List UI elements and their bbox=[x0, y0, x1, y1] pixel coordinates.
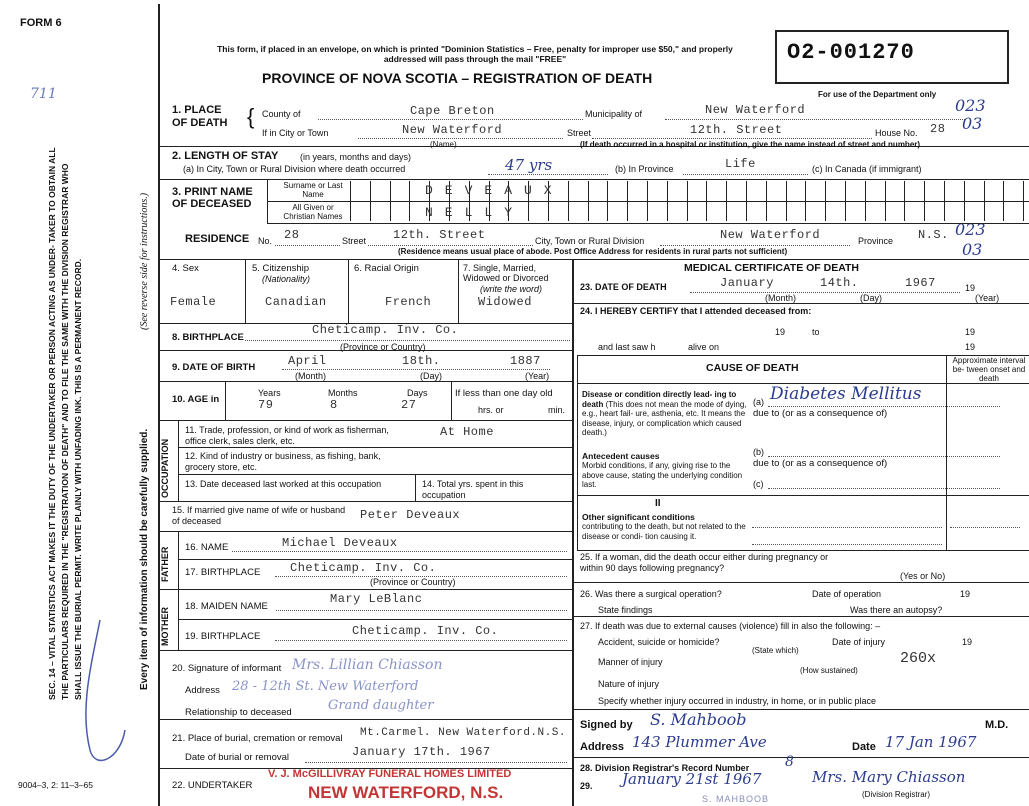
stay-c-label: (c) In Canada (if immigrant) bbox=[812, 164, 922, 174]
father-name-value[interactable]: Michael Deveaux bbox=[282, 536, 398, 550]
name-grid-line bbox=[350, 181, 351, 221]
specify-label: Specify whether injury occurred in industry, in home, or in public place bbox=[598, 696, 876, 706]
name-grid-line bbox=[944, 181, 945, 221]
name-grid-line bbox=[964, 181, 965, 221]
hospital-note: (If death occurred in a hospital or institution, give the name instead of street and number) bbox=[580, 140, 921, 149]
maiden-name-label: 18. MAIDEN NAME bbox=[185, 601, 268, 612]
operation-date-label: Date of operation bbox=[812, 589, 882, 599]
doctor-date[interactable]: 17 Jan 1967 bbox=[885, 733, 977, 751]
maiden-name-value[interactable]: Mary LeBlanc bbox=[330, 592, 423, 606]
interval-label: Approximate interval be- tween onset and death bbox=[952, 356, 1026, 383]
death-year[interactable]: 1967 bbox=[905, 276, 936, 290]
residence-label: RESIDENCE bbox=[185, 233, 250, 245]
given-label: All Given or Christian Names bbox=[283, 203, 343, 221]
city-value[interactable]: New Waterford bbox=[402, 123, 503, 137]
dept-code-2: 03 bbox=[962, 114, 983, 133]
side-mark: 711 bbox=[30, 86, 57, 102]
name-grid-line bbox=[647, 181, 648, 221]
antecedent-note: Morbid conditions, if any, giving rise to the above cause, stating the underlying condition last. bbox=[582, 461, 743, 489]
side-every-item: Every item of information should be carefully supplied. bbox=[139, 428, 150, 690]
stay-a-label: (a) In City, Town or Rural Division where death occurred bbox=[183, 164, 406, 174]
res-prov-value[interactable]: N.S. bbox=[918, 228, 949, 242]
other-conditions-label: Other significant conditions bbox=[582, 512, 695, 522]
certify-to: to bbox=[812, 327, 820, 337]
last-saw-label: and last saw h bbox=[598, 342, 656, 352]
name-grid-line bbox=[627, 181, 628, 221]
occupation-vertical-label: OCCUPATION bbox=[160, 438, 170, 498]
how-sustained-label: (How sustained) bbox=[800, 666, 858, 675]
res-city-value[interactable]: New Waterford bbox=[720, 228, 821, 242]
name-grid-line bbox=[1023, 181, 1024, 221]
length-of-stay-label: 2. LENGTH OF STAY bbox=[172, 150, 279, 162]
trade-label: 11. Trade, profession, or kind of work as fisherman, office clerk, sales clerk, etc. bbox=[185, 425, 389, 446]
marital-sub: (write the word) bbox=[480, 284, 543, 294]
house-label: House No. bbox=[875, 128, 918, 138]
registrar-signature[interactable]: Mrs. Mary Chiasson bbox=[812, 768, 966, 786]
city-label: If in City or Town bbox=[262, 128, 329, 138]
state-which-label: (State which) bbox=[752, 646, 799, 655]
name-grid-line bbox=[786, 181, 787, 221]
certify-19b: 19 bbox=[965, 327, 976, 337]
informant-address[interactable]: 28 - 12th St. New Waterford bbox=[232, 679, 419, 694]
autopsy-label: Was there an autopsy? bbox=[850, 605, 943, 615]
municipality-label: Municipality of bbox=[585, 109, 643, 119]
last-worked-label: 13. Date deceased last worked at this occupation bbox=[185, 479, 382, 489]
name-grid-line bbox=[390, 181, 391, 221]
burial-date-label: Date of burial or removal bbox=[185, 752, 290, 763]
death-19: 19 bbox=[965, 283, 976, 293]
name-grid-line bbox=[865, 181, 866, 221]
pen-scribble bbox=[60, 610, 140, 780]
county-value[interactable]: Cape Breton bbox=[410, 104, 495, 118]
dob-label: 9. DATE OF BIRTH bbox=[172, 362, 256, 373]
form-number: FORM 6 bbox=[20, 17, 62, 29]
informant-signature[interactable]: Mrs. Lillian Chiasson bbox=[292, 657, 443, 673]
dept-code-3: 023 bbox=[955, 220, 986, 239]
dob-day[interactable]: 18th. bbox=[402, 354, 441, 368]
dept-use: For use of the Department only bbox=[818, 90, 937, 99]
citizenship-value[interactable]: Canadian bbox=[265, 295, 327, 309]
manner-label: Manner of injury bbox=[598, 657, 663, 667]
birthplace-value[interactable]: Cheticamp. Inv. Co. bbox=[312, 323, 459, 337]
registration-date[interactable]: January 21st 1967 bbox=[622, 770, 762, 788]
death-day[interactable]: 14th. bbox=[820, 276, 859, 290]
signed-by-label: Signed by bbox=[580, 719, 633, 731]
trade-value[interactable]: At Home bbox=[440, 425, 494, 439]
due-to-2: due to (or as a consequence of) bbox=[753, 458, 888, 469]
death-month-lbl: (Month) bbox=[765, 293, 797, 303]
mail-notice: This form, if placed in an envelope, on which is printed "Dominion Statistics – Free, penalty for improper use $50," and properly addressed will pass through the mail "FREE" bbox=[217, 44, 733, 64]
doctor-address-label: Address bbox=[580, 741, 625, 753]
age-hrs: hrs. or bbox=[478, 405, 504, 415]
age-months[interactable]: 8 bbox=[330, 398, 338, 412]
side-instructions: SEC. 14 – VITAL STATISTICS ACT MAKES IT THE DUTY OF THE UNDERTAKER OR PERSON ACTING AS UNDER- TAKER TO OBTAIN ALL THE PARTICULARS REQUIRED IN THE "REGISTRATION OF DEATH" AND TO FILE THE SAME WITH THE DIVISION REGISTRAR WHO SHALL ISSUE THE BURIAL PERMIT. WRITE PLAINLY WITH UNFADING INK. THIS IS A PERMANENT RECORD. bbox=[47, 147, 83, 700]
name-grid-line bbox=[766, 181, 767, 221]
res-street-value[interactable]: 12th. Street bbox=[393, 228, 486, 242]
death-date-label: 23. DATE OF DEATH bbox=[580, 282, 667, 292]
age-days[interactable]: 27 bbox=[401, 398, 417, 412]
father-name-label: 16. NAME bbox=[185, 542, 229, 553]
name-grid-line bbox=[845, 181, 846, 221]
father-birthplace-value[interactable]: Cheticamp. Inv. Co. bbox=[290, 561, 437, 575]
age-years-lbl: Years bbox=[258, 388, 281, 398]
marital-label: 7. Single, Married, Widowed or Divorced bbox=[463, 263, 549, 283]
record-number[interactable]: 8 bbox=[785, 754, 794, 770]
street-value[interactable]: 12th. Street bbox=[690, 123, 783, 137]
manner-value[interactable]: 260x bbox=[900, 650, 937, 667]
spouse-value[interactable]: Peter Deveaux bbox=[360, 508, 461, 522]
accident-label: Accident, suicide or homicide? bbox=[598, 637, 720, 647]
cause-a-label: (a) bbox=[753, 397, 764, 407]
alive-on-label: alive on bbox=[688, 342, 720, 352]
marital-value[interactable]: Widowed bbox=[478, 295, 532, 309]
undertaker-stamp-line2: NEW WATERFORD, N.S. bbox=[308, 783, 504, 802]
surname-label: Surname or Last Name bbox=[283, 181, 343, 199]
name-grid-line bbox=[924, 181, 925, 221]
side-reverse: (See reverse side for instructions.) bbox=[139, 192, 150, 330]
res-no-value[interactable]: 28 bbox=[284, 228, 300, 242]
birthplace-sub: (Province or Country) bbox=[340, 342, 426, 352]
operation-label: 26. Was there a surgical operation? bbox=[580, 589, 722, 599]
burial-date[interactable]: January 17th. 1967 bbox=[352, 745, 491, 759]
name-grid-line bbox=[409, 181, 410, 221]
mother-birthplace-label: 19. BIRTHPLACE bbox=[185, 631, 261, 642]
father-birthplace-sub: (Province or Country) bbox=[370, 577, 456, 587]
cause-a-value[interactable]: Diabetes Mellitus bbox=[770, 384, 922, 404]
father-birthplace-label: 17. BIRTHPLACE bbox=[185, 567, 261, 578]
cause-b-label: (b) bbox=[753, 447, 764, 457]
injury-date-label: Date of injury bbox=[832, 637, 886, 647]
brace-1: { bbox=[247, 104, 255, 129]
name-grid-line bbox=[726, 181, 727, 221]
doctor-name-stamp: S. MAHBOOB bbox=[702, 794, 770, 804]
name-grid-line bbox=[885, 181, 886, 221]
racial-label: 6. Racial Origin bbox=[354, 263, 419, 274]
sex-label: 4. Sex bbox=[172, 263, 199, 274]
footer-code: 9004–3, 2: 11–3–65 bbox=[18, 780, 93, 790]
burial-place[interactable]: Mt.Carmel. New Waterford.N.S. bbox=[360, 727, 566, 739]
length-sub: (in years, months and days) bbox=[300, 152, 412, 162]
name-grid-line bbox=[588, 181, 589, 221]
res-no-label: No. bbox=[258, 236, 273, 246]
dob-year-lbl: (Year) bbox=[525, 371, 550, 381]
name-grid-line bbox=[805, 181, 806, 221]
yes-no-label: (Yes or No) bbox=[900, 571, 946, 581]
name-grid-line bbox=[825, 181, 826, 221]
doctor-date-label: Date bbox=[852, 741, 876, 753]
antecedent-label: Antecedent causes bbox=[582, 451, 660, 461]
res-street-label: Street bbox=[342, 236, 367, 246]
res-city-label: City, Town or Rural Division bbox=[535, 236, 645, 246]
dept-code-1: 023 bbox=[955, 96, 986, 115]
stay-b-value[interactable]: Life bbox=[725, 157, 756, 171]
certify-19a: 19 bbox=[775, 327, 786, 337]
pregnancy-label: 25. If a woman, did the death occur either during pregnancy or within 90 days following pregnancy? bbox=[580, 552, 829, 573]
relationship-value[interactable]: Grand daughter bbox=[328, 698, 434, 713]
age-years[interactable]: 79 bbox=[258, 398, 274, 412]
death-day-lbl: (Day) bbox=[860, 293, 882, 303]
surname-value[interactable]: DEVEAUX bbox=[425, 183, 564, 198]
certify-label: 24. I HEREBY CERTIFY that I attended deceased from: bbox=[580, 306, 812, 316]
dob-year[interactable]: 1887 bbox=[510, 354, 541, 368]
name-grid-line bbox=[667, 181, 668, 221]
res-note: (Residence means usual place of abode. Post Office Address for residents in rural parts not sufficient) bbox=[398, 247, 788, 256]
print-name-label: 3. PRINT NAME OF DECEASED bbox=[172, 186, 253, 210]
other-conditions-note: contributing to the death, but not related to the disease or condi- tion causing it. bbox=[582, 522, 746, 541]
stay-a-value[interactable]: 47 yrs bbox=[505, 156, 553, 174]
md-label: M.D. bbox=[985, 719, 1009, 731]
dob-month-lbl: (Month) bbox=[295, 371, 327, 381]
undertaker-label: 22. UNDERTAKER bbox=[172, 780, 253, 791]
burial-label: 21. Place of burial, cremation or removal bbox=[172, 733, 343, 744]
cause-c-label: (c) bbox=[753, 479, 764, 489]
external-causes-label: 27. If death was due to external causes (violence) fill in also the following: – bbox=[580, 621, 881, 631]
medical-title: MEDICAL CERTIFICATE OF DEATH bbox=[684, 262, 859, 274]
spouse-label: 15. If married give name of wife or husband of deceased bbox=[172, 505, 346, 526]
due-to-1: due to (or as a consequence of) bbox=[753, 408, 888, 419]
name-grid-line bbox=[706, 181, 707, 221]
dob-month[interactable]: April bbox=[288, 354, 327, 368]
serial-number: O2-001270 bbox=[787, 40, 915, 65]
citizenship-sub: (Nationality) bbox=[262, 274, 311, 284]
municipality-value[interactable]: New Waterford bbox=[705, 103, 806, 117]
operation-19: 19 bbox=[960, 589, 971, 599]
certify-19c: 19 bbox=[965, 342, 976, 352]
mother-birthplace-value[interactable]: Cheticamp. Inv. Co. bbox=[352, 624, 499, 638]
dept-code-4: 03 bbox=[962, 240, 983, 259]
name-grid-line bbox=[1003, 181, 1004, 221]
undertaker-stamp-line1: V. J. McGILLIVRAY FUNERAL HOMES LIMITED bbox=[268, 768, 512, 780]
stay-b-label: (b) In Province bbox=[615, 164, 674, 174]
age-days-lbl: Days bbox=[407, 388, 428, 398]
signed-by-value[interactable]: S. Mahboob bbox=[650, 710, 747, 729]
citizenship-label: 5. Citizenship bbox=[252, 263, 310, 274]
direct-cause-label: Disease or condition directly lead- ing to death (This does not mean the mode of dying, e.g., heart fail- ure, asthenia, etc. It means the disease, injury, or complication which caused death.) bbox=[582, 390, 747, 437]
nature-label: Nature of injury bbox=[598, 679, 660, 689]
death-month[interactable]: January bbox=[720, 276, 774, 290]
age-label: 10. AGE in bbox=[172, 394, 220, 405]
age-months-lbl: Months bbox=[328, 388, 358, 398]
name-grid-line bbox=[746, 181, 747, 221]
total-years-label: 14. Total yrs. spent in this occupation bbox=[422, 479, 524, 500]
registration-label: 29. bbox=[580, 781, 593, 791]
house-value[interactable]: 28 bbox=[930, 122, 946, 136]
name-grid-line bbox=[904, 181, 905, 221]
dob-day-lbl: (Day) bbox=[420, 371, 442, 381]
division-registrar-label: (Division Registrar) bbox=[862, 790, 931, 799]
place-of-death-label: 1. PLACE OF DEATH bbox=[172, 104, 228, 129]
record-number-label: 28. Division Registrar's Record Number bbox=[580, 763, 750, 773]
father-vertical-label: FATHER bbox=[160, 546, 170, 582]
death-year-lbl: (Year) bbox=[975, 293, 1000, 303]
form-title: PROVINCE OF NOVA SCOTIA – REGISTRATION OF DEATH bbox=[262, 70, 653, 86]
birthplace-label: 8. BIRTHPLACE bbox=[172, 332, 244, 343]
informant-address-label: Address bbox=[185, 685, 220, 696]
name-sublabel: (Name) bbox=[430, 140, 457, 149]
age-lt-label: If less than one day old bbox=[455, 388, 553, 399]
mother-vertical-label: MOTHER bbox=[160, 607, 170, 646]
res-prov-label: Province bbox=[858, 236, 894, 246]
given-value[interactable]: NELLY bbox=[425, 205, 525, 220]
racial-value[interactable]: French bbox=[385, 295, 432, 309]
part-ii: II bbox=[655, 498, 661, 509]
street-label: Street bbox=[567, 128, 592, 138]
name-grid-line bbox=[568, 181, 569, 221]
relationship-label: Relationship to deceased bbox=[185, 707, 292, 718]
name-grid-line bbox=[687, 181, 688, 221]
name-grid-line bbox=[607, 181, 608, 221]
age-min: min. bbox=[548, 405, 566, 415]
county-label: County of bbox=[262, 109, 301, 119]
serial-box bbox=[775, 30, 1009, 84]
doctor-address[interactable]: 143 Plummer Ave bbox=[632, 733, 767, 751]
name-grid-line bbox=[370, 181, 371, 221]
cause-of-death-title: CAUSE OF DEATH bbox=[706, 362, 799, 374]
sex-value[interactable]: Female bbox=[170, 295, 217, 309]
industry-label: 12. Kind of industry or business, as fishing, bank, grocery store, etc. bbox=[185, 451, 381, 472]
informant-label: 20. Signature of informant bbox=[172, 663, 282, 674]
injury-19: 19 bbox=[962, 637, 973, 647]
findings-label: State findings bbox=[598, 605, 653, 615]
name-grid-line bbox=[984, 181, 985, 221]
